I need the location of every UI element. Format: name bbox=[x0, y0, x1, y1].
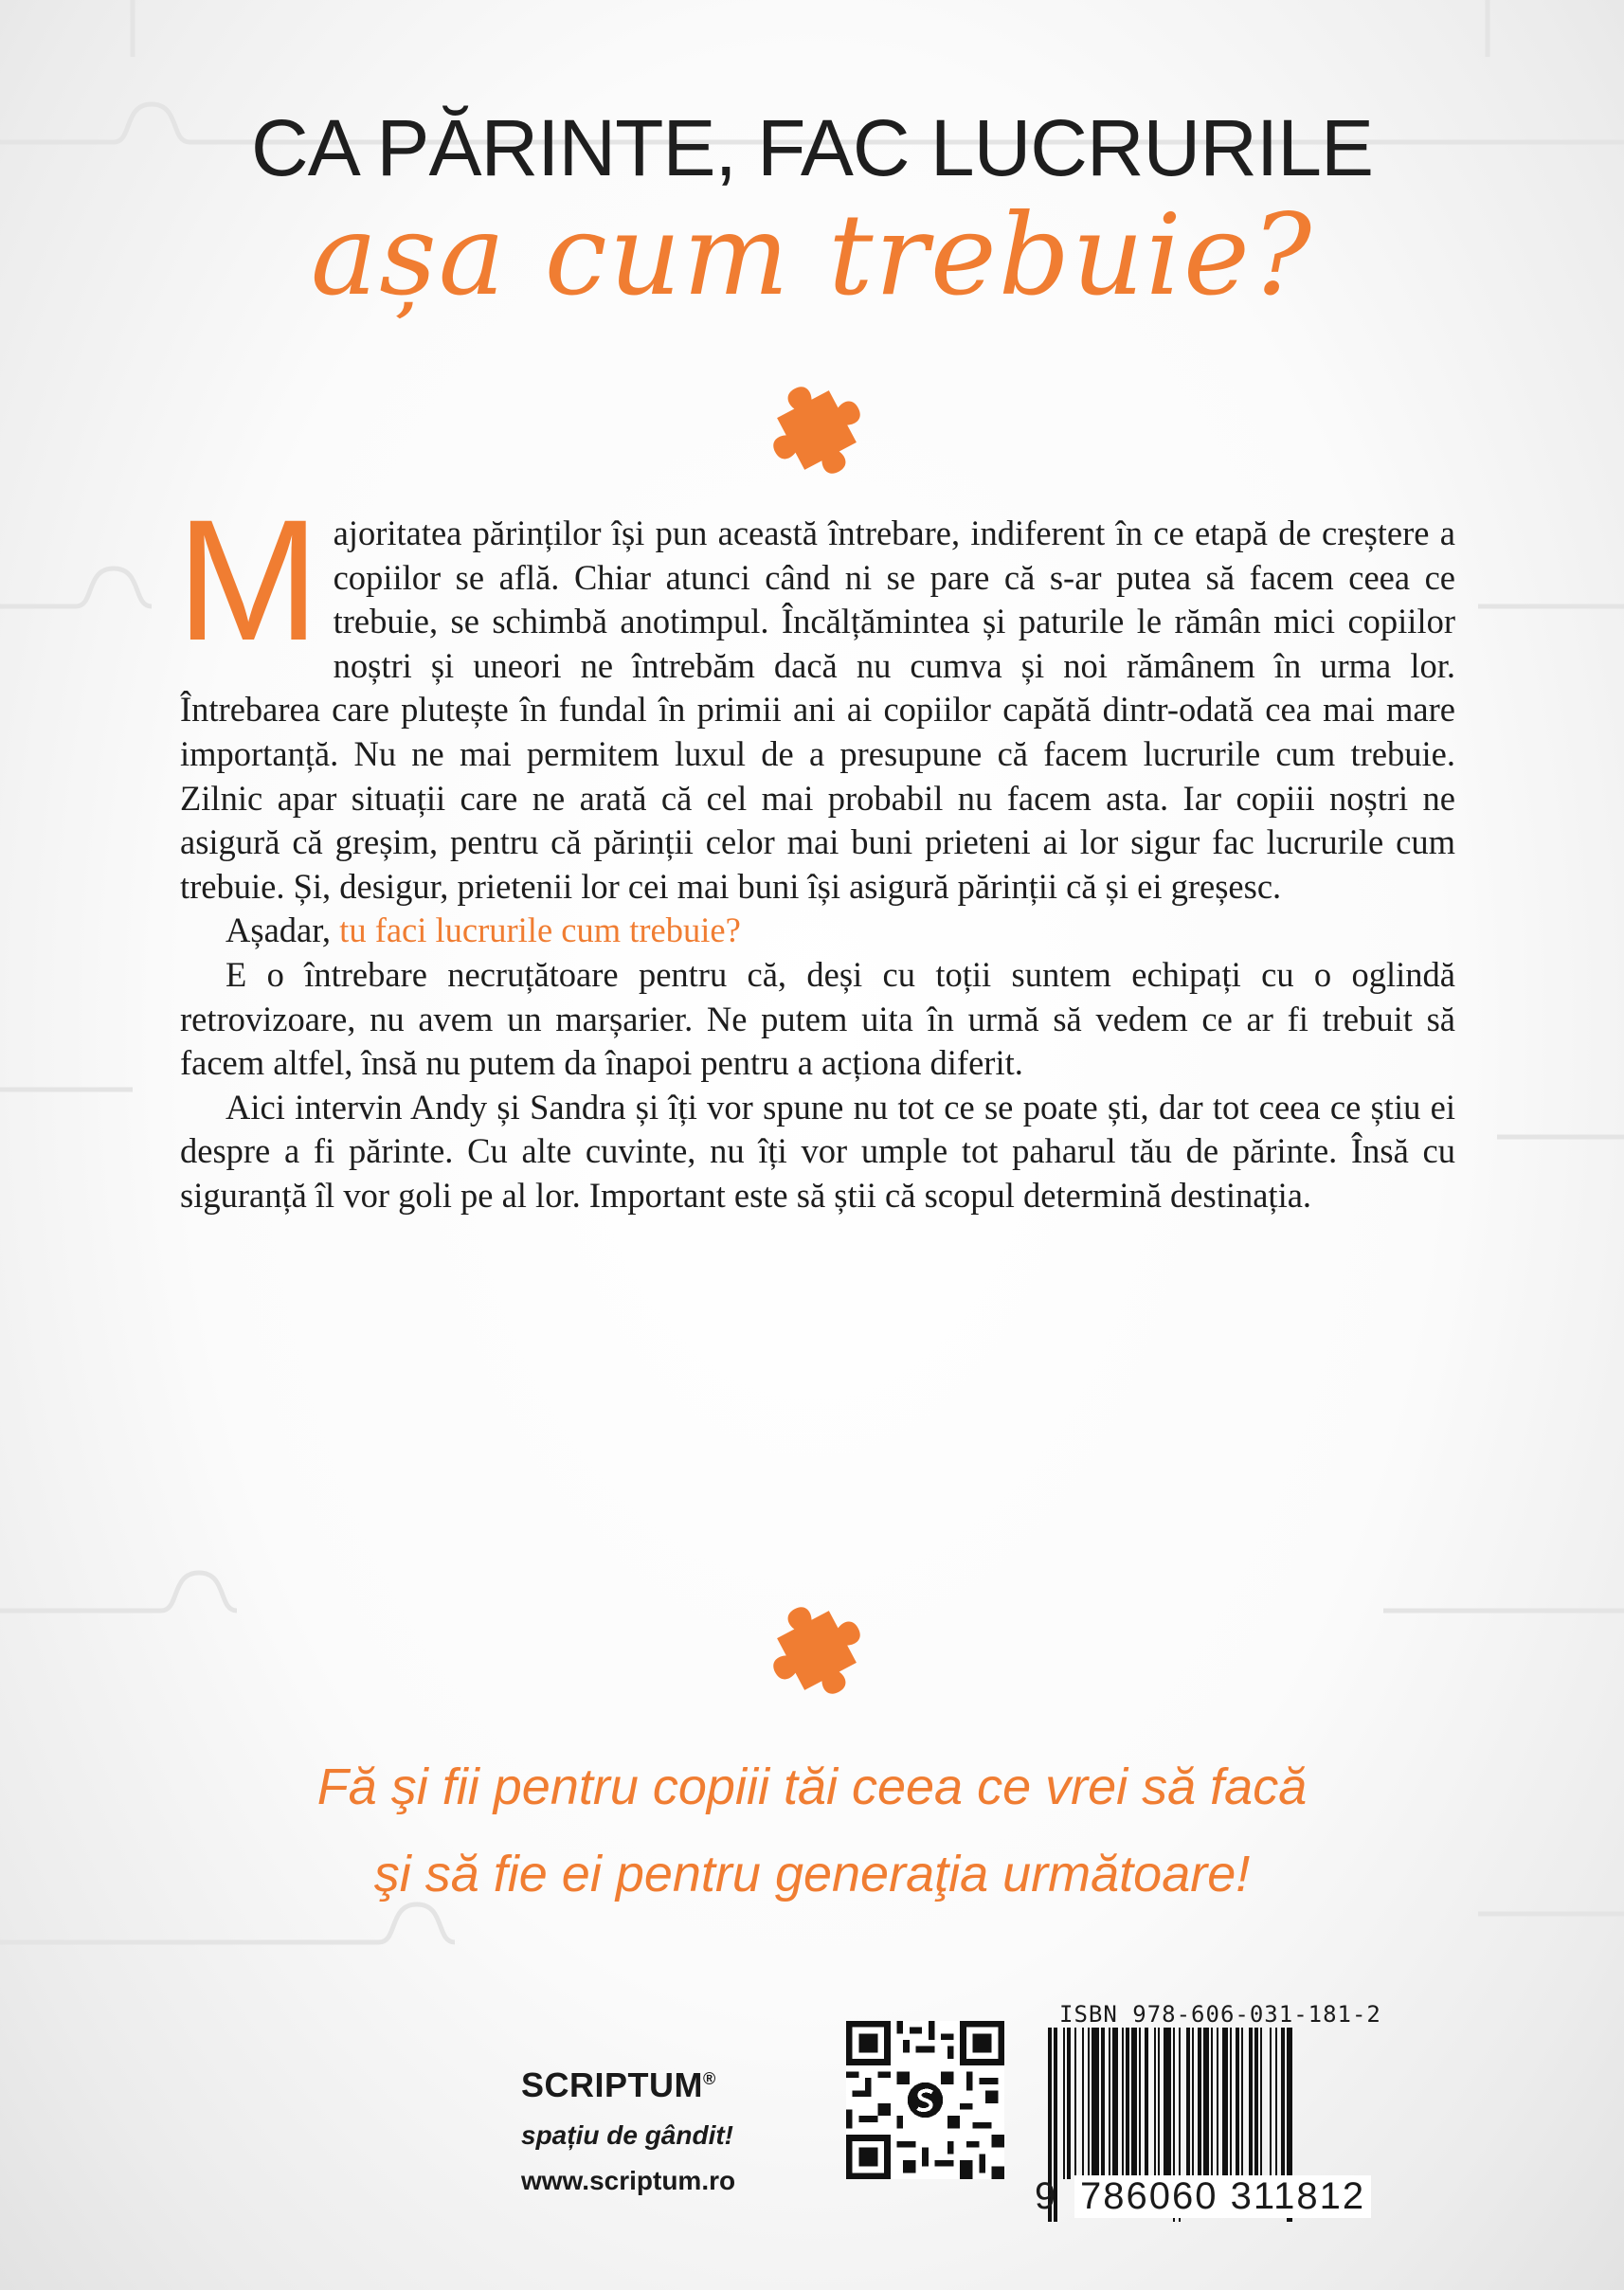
isbn-label: ISBN 978-606-031-181-2 bbox=[1059, 2001, 1381, 2028]
barcode-bar bbox=[1139, 2028, 1141, 2179]
barcode-bar bbox=[1082, 2028, 1084, 2179]
barcode-bar bbox=[1126, 2028, 1129, 2179]
barcode-bar bbox=[1241, 2028, 1243, 2179]
barcode-bar bbox=[1230, 2028, 1232, 2179]
barcode-bar bbox=[1249, 2028, 1253, 2179]
barcode-bar bbox=[1217, 2028, 1218, 2179]
barcode-bar bbox=[1145, 2028, 1148, 2179]
title-line-1: CA PĂRINTE, FAC LUCRURILE bbox=[251, 103, 1373, 192]
barcode-bar bbox=[1067, 2028, 1071, 2179]
publisher-url: www.scriptum.ro bbox=[521, 2166, 736, 2195]
barcode-bar bbox=[1154, 2028, 1156, 2179]
body-text bbox=[176, 483, 1455, 1218]
barcode-digit-groups: 786060 311812 bbox=[1074, 2175, 1371, 2218]
barcode-bar bbox=[1222, 2028, 1228, 2179]
puzzle-piece-icon bbox=[758, 371, 875, 489]
barcode-bar bbox=[1211, 2028, 1213, 2179]
registered-mark: ® bbox=[703, 2069, 716, 2088]
publisher-name bbox=[521, 2065, 786, 2105]
barcode-bar bbox=[1236, 2028, 1239, 2179]
motto bbox=[0, 1743, 1624, 1918]
paragraph-1 bbox=[176, 483, 1455, 909]
barcode-bar bbox=[1281, 2028, 1285, 2179]
barcode-bar bbox=[1198, 2028, 1201, 2179]
barcode-bar bbox=[1131, 2028, 1137, 2179]
barcode-bar bbox=[1074, 2028, 1076, 2179]
paragraph-1-text: ajoritatea părinților își pun această întrebare, indiferent în ce etapă de creștere a copiilor se află. Chiar atunci când ni se pare că s-ar putea să facem ceea ce trebuie, se schimbă anotimpul. Încălțămintea și paturile le rămân mici copiilor noștri și uneori ne întrebăm dacă nu cumva și noi rămânem în urma lor. Întrebarea care plutește în fundal în primii ani ai copiilor capătă dintr-odată cea mai mare importanță. Nu ne mai permitem luxul de a presupune că facem lucrurile cum trebuie. Zilnic apar situații care ne arată că cel mai probabil nu facem asta. Iar copiii noștri ne asigură că greșim, pentru că părinții celor mai buni prieteni ai lor sigur fac lucrurile cum trebuie. Și, desigur, prietenii lor cei mai buni își asigură părinții că și ei greșesc. bbox=[180, 514, 1455, 906]
drop-cap: M bbox=[176, 483, 320, 676]
publisher-tagline: spațiu de gândit! bbox=[521, 2120, 733, 2150]
paragraph-2-prefix: Așadar, bbox=[226, 911, 340, 950]
barcode-bar bbox=[1203, 2028, 1209, 2179]
barcode-bar bbox=[1158, 2028, 1160, 2179]
barcode-bar bbox=[1112, 2028, 1118, 2179]
paragraph-3: E o întrebare necruțătoare pentru că, deși cu toții suntem echipați cu o oglindă retrovizoare, nu avem un marșarier. Ne putem uita în urmă să vedem ce ar fi trebuit să facem altfel, însă nu putem da înapoi pentru a acționa diferit. bbox=[180, 954, 1455, 1083]
title-line-2: așa cum trebuie? bbox=[310, 189, 1314, 320]
publisher-block bbox=[521, 2065, 786, 2196]
barcode-bar bbox=[1270, 2028, 1272, 2179]
paragraph-2 bbox=[180, 909, 1455, 953]
barcode-bar bbox=[1101, 2028, 1105, 2179]
paragraph-2-question: tu faci lucrurile cum trebuie? bbox=[339, 911, 741, 950]
publisher-name-text: SCRIPTUM bbox=[521, 2065, 703, 2104]
motto-line-2: şi să fie ei pentru generaţia următoare! bbox=[373, 1846, 1251, 1902]
barcode-bar bbox=[1275, 2028, 1277, 2179]
barcode-bar bbox=[1122, 2028, 1124, 2179]
paragraph-4: Aici intervin Andy și Sandra și îți vor spune nu tot ce se poate ști, dar tot ceea ce știu ei despre a fi părinte. Cu alte cuvinte, nu îți vor umple tot paharul tău de părinte. Însă cu siguranță îl vor goli pe al lor. Important este să știi că scopul determină destinația. bbox=[180, 1087, 1455, 1215]
puzzle-piece-icon bbox=[758, 1592, 875, 1709]
barcode-first-digit: 9 bbox=[1035, 2175, 1058, 2217]
barcode-bar bbox=[1254, 2028, 1258, 2179]
barcode-bar bbox=[1092, 2028, 1099, 2179]
qr-code bbox=[846, 2021, 1004, 2179]
motto-line-1: Fă şi fii pentru copiii tăi ceea ce vrei să facă bbox=[316, 1758, 1308, 1815]
barcode-bar bbox=[1260, 2028, 1262, 2179]
barcode-bar bbox=[1088, 2028, 1090, 2179]
barcode-bar bbox=[1063, 2028, 1065, 2179]
barcode-bar bbox=[1186, 2028, 1190, 2179]
barcode-bar bbox=[1164, 2028, 1171, 2179]
barcode-bar bbox=[1109, 2028, 1110, 2179]
barcode-bar bbox=[1192, 2028, 1194, 2179]
